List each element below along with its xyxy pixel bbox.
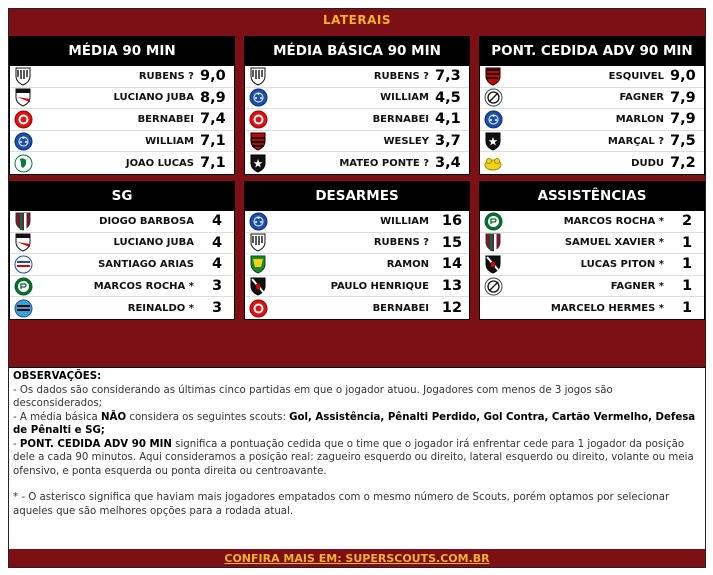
stat-panel — [479, 36, 705, 175]
player-row — [245, 233, 469, 255]
player-value: 13 — [441, 278, 463, 295]
player-name: RAMON — [386, 258, 429, 270]
player-row — [480, 109, 704, 131]
player-row — [480, 66, 704, 88]
player-name: RUBENS ? — [373, 70, 429, 82]
stat-panel — [479, 181, 705, 320]
player-row — [245, 276, 469, 298]
panel-rows — [479, 66, 705, 175]
player-name: REINALDO * — [127, 302, 194, 314]
player-value: 9,0 — [670, 68, 696, 85]
player-row — [480, 211, 704, 233]
player-row — [480, 254, 704, 276]
player-value: 16 — [441, 213, 463, 230]
player-value: 2 — [681, 213, 693, 230]
player-name: MARCELO HERMES * — [550, 302, 664, 314]
panel-header: SG — [9, 181, 235, 211]
player-name: FAGNER — [619, 92, 664, 104]
player-value: 7,1 — [200, 155, 226, 172]
player-value: 4 — [211, 256, 223, 273]
cruzeiro-badge — [247, 212, 269, 231]
player-row — [245, 131, 469, 153]
stat-panel — [244, 36, 470, 175]
footer-link[interactable]: CONFIRA MAIS EM: SUPERSCOUTS.COM.BR — [224, 551, 490, 565]
atletico-mg-badge — [247, 233, 269, 252]
player-name: BERNABÉI — [137, 113, 194, 125]
player-name: LUCIANO JUBA — [113, 92, 194, 104]
player-name: DIOGO BARBOSA — [99, 215, 194, 227]
player-row — [10, 152, 234, 174]
botafogo-badge — [247, 154, 269, 173]
player-name: FAGNER * — [610, 280, 664, 292]
athletico-pr-badge — [482, 67, 504, 86]
stat-panel — [9, 36, 235, 175]
player-name: DUDU — [631, 157, 664, 169]
panel-rows — [9, 211, 235, 320]
player-row — [10, 131, 234, 153]
vasco-badge — [247, 277, 269, 296]
player-value: 3,7 — [435, 133, 461, 150]
corinthians-badge — [482, 277, 504, 296]
player-row — [480, 88, 704, 110]
stat-panel — [9, 181, 235, 320]
observations-heading: OBSERVAÇÕES: — [13, 371, 102, 382]
palmeiras-badge — [482, 212, 504, 231]
panel-rows — [9, 66, 235, 175]
player-value: 3,4 — [435, 155, 461, 172]
player-row — [10, 254, 234, 276]
panel-rows — [479, 211, 705, 320]
observation-3: - PONT. CEDIDA ADV 90 MIN significa a pontuação cedida que o time que o jogador irá enfrentar cede para 1 jogador da posição dele a cada 90 minutos. Aqui consideramos a posição real: zagueiro esquerdo ou direito, lateral esquerdo ou direito, volante ou meia ofensivo, e ponta esquerda ou ponta direita ou centroavante. — [13, 438, 694, 477]
player-value: 7,3 — [435, 68, 461, 85]
panel-rows — [244, 66, 470, 175]
panel-header: DESARMES — [244, 181, 470, 211]
player-name: PAULO HENRIQUE — [330, 280, 429, 292]
player-value: 1 — [681, 256, 693, 273]
fluminense-badge — [482, 233, 504, 252]
player-name: MARLON — [615, 113, 664, 125]
player-value: 3 — [211, 278, 223, 295]
player-row — [10, 109, 234, 131]
player-value: 4,1 — [435, 111, 461, 128]
player-value: 9,0 — [200, 68, 226, 85]
player-name: LUCIANO JUBA — [113, 237, 194, 249]
cuiaba-badge — [247, 255, 269, 274]
cruzeiro-badge — [482, 110, 504, 129]
player-name: SAMUEL XAVIER * — [564, 237, 664, 249]
player-row — [480, 131, 704, 153]
title-bar — [9, 9, 705, 31]
player-row — [245, 211, 469, 233]
player-row — [245, 254, 469, 276]
player-row — [480, 276, 704, 298]
vasco-badge — [482, 255, 504, 274]
player-row — [10, 276, 234, 298]
player-value: 7,4 — [200, 111, 226, 128]
player-name: WILLIAM — [380, 92, 429, 104]
page-title: LATERAIS — [322, 13, 392, 27]
internacional-badge — [12, 110, 34, 129]
player-value: 3 — [211, 300, 223, 317]
player-row — [10, 88, 234, 110]
corinthians-badge — [482, 88, 504, 107]
player-value: 4 — [211, 234, 223, 251]
player-row — [245, 297, 469, 319]
player-value: 7,2 — [670, 155, 696, 172]
player-name: MATEO PONTE ? — [339, 157, 429, 169]
bahia-badge — [12, 255, 34, 274]
internacional-badge — [247, 299, 269, 318]
fluminense-badge — [12, 212, 34, 231]
player-name: RUBENS ? — [373, 237, 429, 249]
player-name: LUCAS PITON * — [580, 258, 664, 270]
observation-2: - A média básica NÃO considera os seguintes scouts: Gol, Assistência, Pênalti Perdido, Gol Contra, Cartão Vermelho, Defesa de Pênalti e SG; — [13, 411, 696, 436]
player-name: JOÃO LUCAS — [125, 157, 194, 169]
player-value: 7,9 — [670, 89, 696, 106]
player-value: 12 — [441, 300, 463, 317]
player-name: MARÇAL ? — [607, 135, 664, 147]
player-row — [245, 109, 469, 131]
panel-header: PONT. CEDIDA ADV 90 MIN — [479, 36, 705, 66]
player-name: BERNABÉI — [372, 113, 429, 125]
player-row — [480, 297, 704, 319]
player-row — [10, 233, 234, 255]
player-value: 4 — [211, 213, 223, 230]
player-name: RUBENS ? — [138, 70, 194, 82]
player-value: 7,9 — [670, 111, 696, 128]
empty-badge — [482, 299, 504, 318]
sao-paulo-badge — [12, 88, 34, 107]
player-value: 8,9 — [200, 89, 226, 106]
player-value: 1 — [681, 278, 693, 295]
internacional-badge — [247, 110, 269, 129]
stat-panel — [244, 181, 470, 320]
player-row — [245, 66, 469, 88]
gremio-badge — [12, 299, 34, 318]
player-value: 4,5 — [435, 89, 461, 106]
player-value: 1 — [681, 234, 693, 251]
footer-bar — [9, 549, 705, 567]
player-row — [245, 152, 469, 174]
juventude-badge — [12, 154, 34, 173]
player-row — [480, 152, 704, 174]
player-row — [480, 233, 704, 255]
palmeiras-badge — [12, 277, 34, 296]
player-name: WILLIAM — [380, 215, 429, 227]
player-value: 14 — [441, 256, 463, 273]
player-row — [10, 66, 234, 88]
player-value: 1 — [681, 300, 693, 317]
observation-4: * - O asterisco significa que haviam mais jogadores empatados com o mesmo número de Scouts, porém optamos por selecionar aqueles que são melhores opções para a rodada atual. — [13, 492, 670, 517]
cruzeiro-badge — [12, 132, 34, 151]
observation-1: - Os dados são considerando as últimas cinco partidas em que o jogador atuou. Jogadores com menos de 3 jogos são desconsiderados; — [13, 384, 613, 409]
panel-rows — [244, 211, 470, 320]
sao-paulo-badge — [12, 233, 34, 252]
panel-header: MÉDIA BÁSICA 90 MIN — [244, 36, 470, 66]
player-name: SANTIAGO ARIAS — [98, 258, 194, 270]
player-name: ESQUIVEL — [608, 70, 664, 82]
player-name: WESLEY — [383, 135, 429, 147]
player-row — [10, 297, 234, 319]
player-row — [10, 211, 234, 233]
atletico-mg-badge — [12, 67, 34, 86]
player-name: WILLIAM — [145, 135, 194, 147]
infographic-frame — [8, 8, 706, 568]
player-value: 7,5 — [670, 133, 696, 150]
atletico-mg-badge — [247, 67, 269, 86]
cruzeiro-badge — [247, 88, 269, 107]
panel-header: MÉDIA 90 MIN — [9, 36, 235, 66]
botafogo-badge — [482, 132, 504, 151]
panel-header: ASSISTÊNCIAS — [479, 181, 705, 211]
flamengo-badge — [247, 132, 269, 151]
player-name: BERNABÉI — [372, 302, 429, 314]
mirassol-badge — [482, 154, 504, 173]
player-row — [245, 88, 469, 110]
player-value: 7,1 — [200, 133, 226, 150]
player-value: 15 — [441, 234, 463, 251]
observations-section — [9, 367, 705, 551]
player-name: MARCOS ROCHA * — [93, 280, 194, 292]
player-name: MARCOS ROCHA * — [563, 215, 664, 227]
